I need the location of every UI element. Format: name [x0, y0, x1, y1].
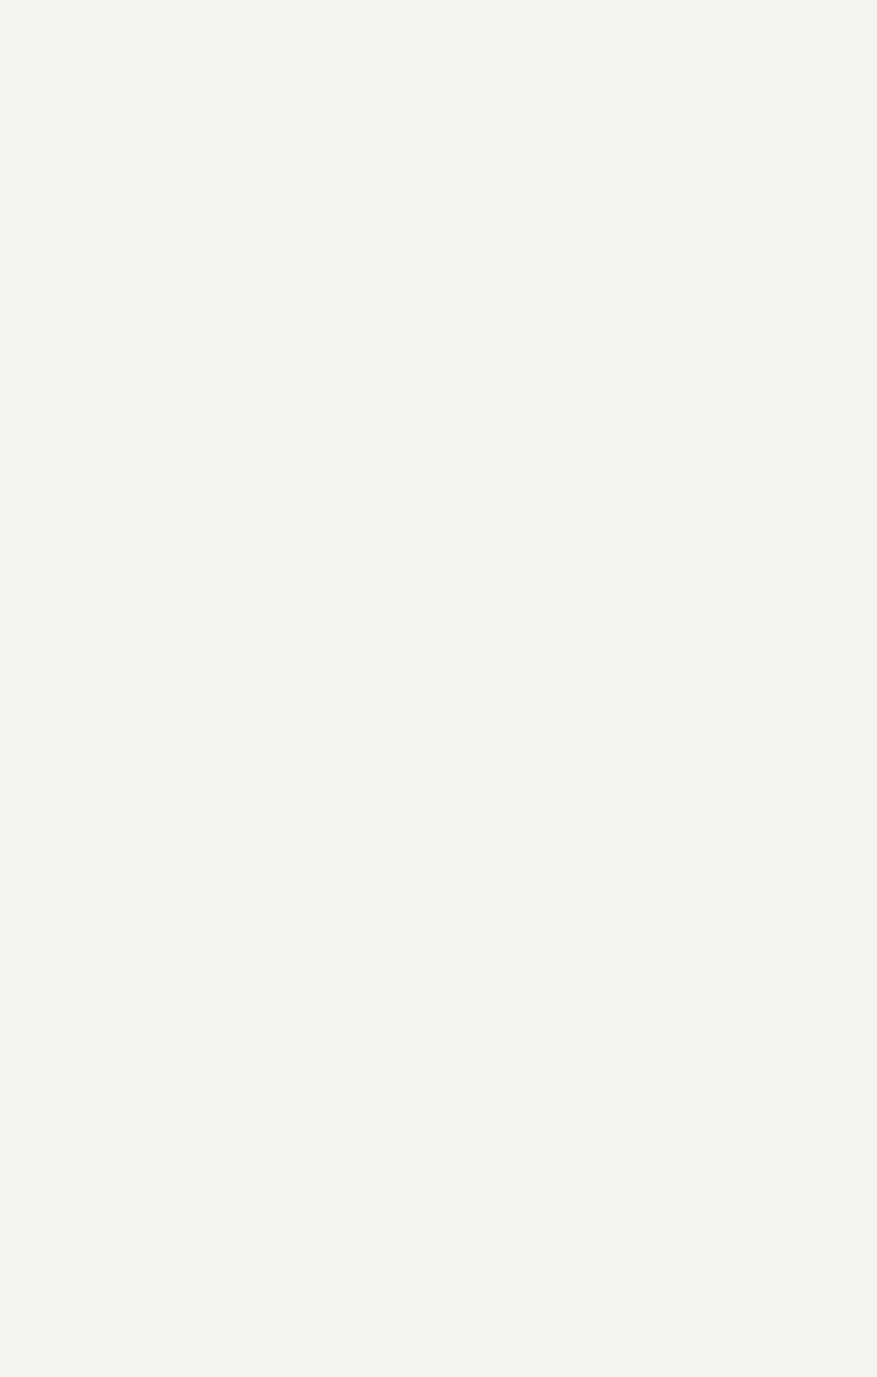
section-heading	[0, 406, 877, 414]
